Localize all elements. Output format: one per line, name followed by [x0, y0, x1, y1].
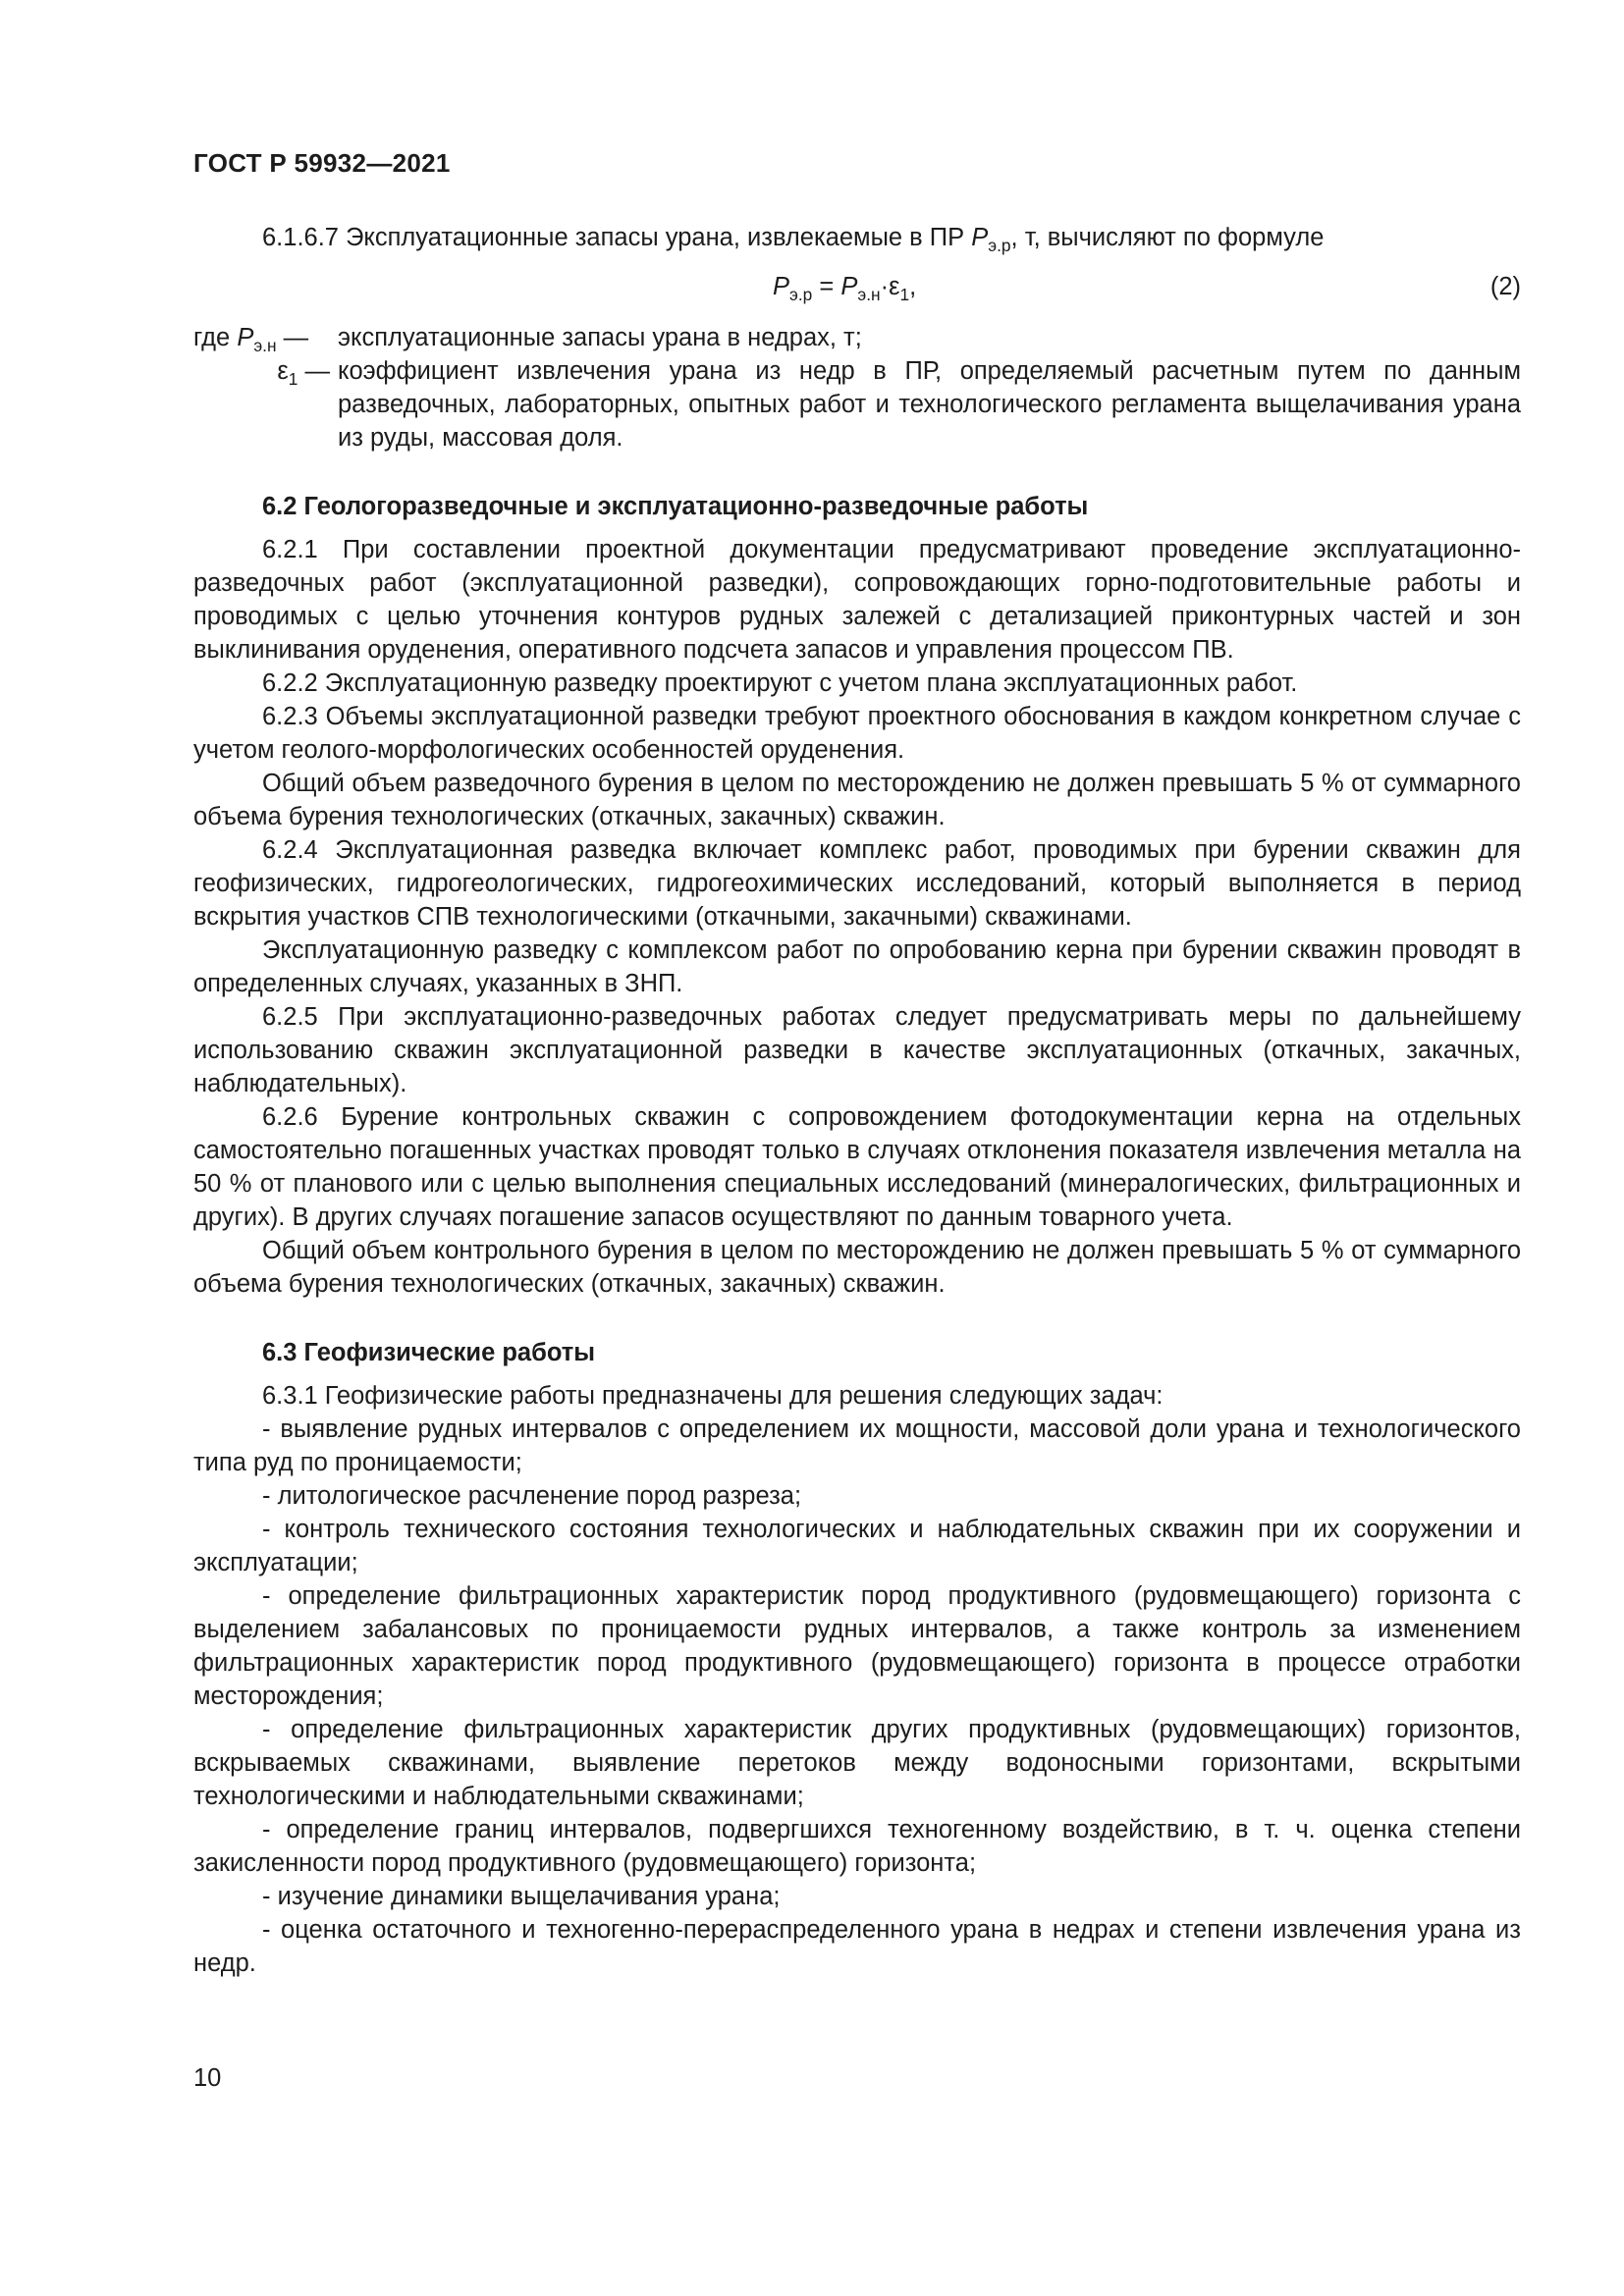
document-header: ГОСТ Р 59932—2021 — [193, 148, 451, 178]
paragraph: Общий объем контрольного бурения в целом по месторождению не должен превышать 5 % от суммарного объема бурения технологических (откачных, закачных) скважин. — [193, 1237, 1521, 1298]
paragraph: 6.2.2 Эксплуатационную разведку проектируют с учетом плана эксплуатационных работ. — [262, 669, 1298, 697]
subscript: э.н — [253, 336, 277, 356]
list-item: - определение фильтрационных характеристик пород продуктивного (рудовмещающего) горизонта с выделением забалансовых по проницаемости рудных интервалов, а также контроль за изменением фильтрационных характеристик пород продуктивного (рудовмещающего) горизонта в процессе отработки месторождения; — [193, 1582, 1521, 1710]
list-item: - выявление рудных интервалов с определением их мощности, массовой доли урана и технологического типа руд по проницаемости; — [193, 1415, 1521, 1476]
formula-definitions — [193, 321, 1521, 454]
definition-term — [193, 354, 338, 454]
subscript: э.н — [857, 285, 881, 305]
subscript: э.р — [789, 285, 813, 305]
paragraph: Общий объем разведочного бурения в целом по месторождению не должен превышать 5 % от суммарного объема бурения технологических (откачных, закачных) скважин. — [193, 770, 1521, 830]
formula-number: (2) — [1489, 273, 1521, 300]
list-item: - определение фильтрационных характеристик других продуктивных (рудовмещающих) горизонтов, вскрываемых скважинами, выявление перетоков между водоносными горизонтами, вскрытыми технологическими и наблюдательными скважинами; — [193, 1716, 1521, 1810]
paragraph-6-1-6-7 — [193, 221, 1521, 254]
paragraph: 6.2.4 Эксплуатационная разведка включает комплекс работ, проводимых при бурении скважин для геофизических, гидрогеологических, гидрогеохимических исследований, который выполняется в период вскрытия участков СПВ технологическими (откачными, закачными) скважинами. — [193, 836, 1521, 931]
paragraph: 6.2.1 При составлении проектной документации предусматривают проведение эксплуатационно-разведочных работ (эксплуатационной разведки), сопровождающих горно-подготовительные работы и проводимых с целью уточнения контуров рудных залежей с детализацией приконтурных частей и зон выклинивания оруденения, оперативного подсчета запасов и управления процессом ПВ. — [193, 536, 1521, 664]
section-heading-6-2: 6.2 Геологоразведочные и эксплуатационно-разведочные работы — [262, 493, 1089, 520]
section-heading-6-3: 6.3 Геофизические работы — [262, 1339, 596, 1366]
subscript: э.р — [988, 236, 1011, 256]
symbol-p: P — [971, 224, 989, 251]
comma: , — [909, 273, 917, 300]
paragraph: 6.3.1 Геофизические работы предназначены для решения следующих задач: — [262, 1382, 1164, 1410]
definition-epsilon — [193, 354, 1521, 454]
symbol-p: P — [773, 273, 790, 300]
paragraph: 6.2.5 При эксплуатационно-разведочных работах следует предусматривать меры по дальнейшему использованию скважин эксплуатационной разведки в качестве эксплуатационных (откачных, закачных, наблюдательных). — [193, 1003, 1521, 1097]
text-run: 6.1.6.7 Эксплуатационные запасы урана, извлекаемые в ПР — [262, 224, 972, 251]
definition-p-en — [193, 321, 1521, 354]
definition-text: коэффициент извлечения урана из недр в ПР, определяемый расчетным путем по данным разведочных, лабораторных, опытных работ и технологического регламента выщелачивания урана из руды, массовая доля. — [338, 357, 1521, 452]
formula-expression — [773, 270, 916, 303]
dash: — — [298, 357, 330, 385]
definition-term — [193, 321, 338, 354]
paragraph: 6.2.6 Бурение контрольных скважин с сопровождением фотодокументации керна на отдельных самостоятельно погашенных участках проводят только в случаях отклонения показателя извлечения металла на 50 % от планового или с целью выполнения специальных исследований (минералогических, фильтрационных и других). В других случаях погашение запасов осуществляют по данным товарного учета. — [193, 1103, 1521, 1231]
text-run: где — [193, 324, 238, 351]
page-number: 10 — [193, 2064, 222, 2092]
dash: — — [276, 324, 309, 351]
definition-text: эксплуатационные запасы урана в недрах, т; — [338, 324, 862, 351]
formula-2 — [193, 258, 1521, 319]
list-item: - определение границ интервалов, подвергшихся техногенному воздействию, в т. ч. оценка степени закисленности пород продуктивного (рудовмещающего) горизонта; — [193, 1816, 1521, 1877]
symbol-epsilon: ·ε — [880, 273, 900, 300]
paragraph: Эксплуатационную разведку с комплексом работ по опробованию керна при бурении скважин проводят в определенных случаях, указанных в ЗНП. — [193, 936, 1521, 997]
symbol-p: P — [237, 324, 254, 351]
list-item: - контроль технического состояния технологических и наблюдательных скважин при их сооружении и эксплуатации; — [193, 1516, 1521, 1576]
list-item: - изучение динамики выщелачивания урана; — [262, 1883, 781, 1910]
symbol-epsilon: ε — [277, 357, 289, 385]
list-item: - литологическое расчленение пород разреза; — [262, 1482, 802, 1510]
list-item: - оценка остаточного и техногенно-перераспределенного урана в недрах и степени извлечения урана из недр. — [193, 1916, 1521, 1977]
paragraph: 6.2.3 Объемы эксплуатационной разведки требуют проектного обоснования в каждом конкретном случае с учетом геолого-морфологических особенностей оруденения. — [193, 703, 1521, 764]
symbol-p: P — [840, 273, 858, 300]
text-run: , т, вычисляют по формуле — [1010, 224, 1325, 251]
subscript: 1 — [899, 285, 910, 305]
equals-sign: = — [812, 273, 841, 300]
document-body — [193, 221, 1521, 1980]
subscript: 1 — [288, 369, 298, 390]
